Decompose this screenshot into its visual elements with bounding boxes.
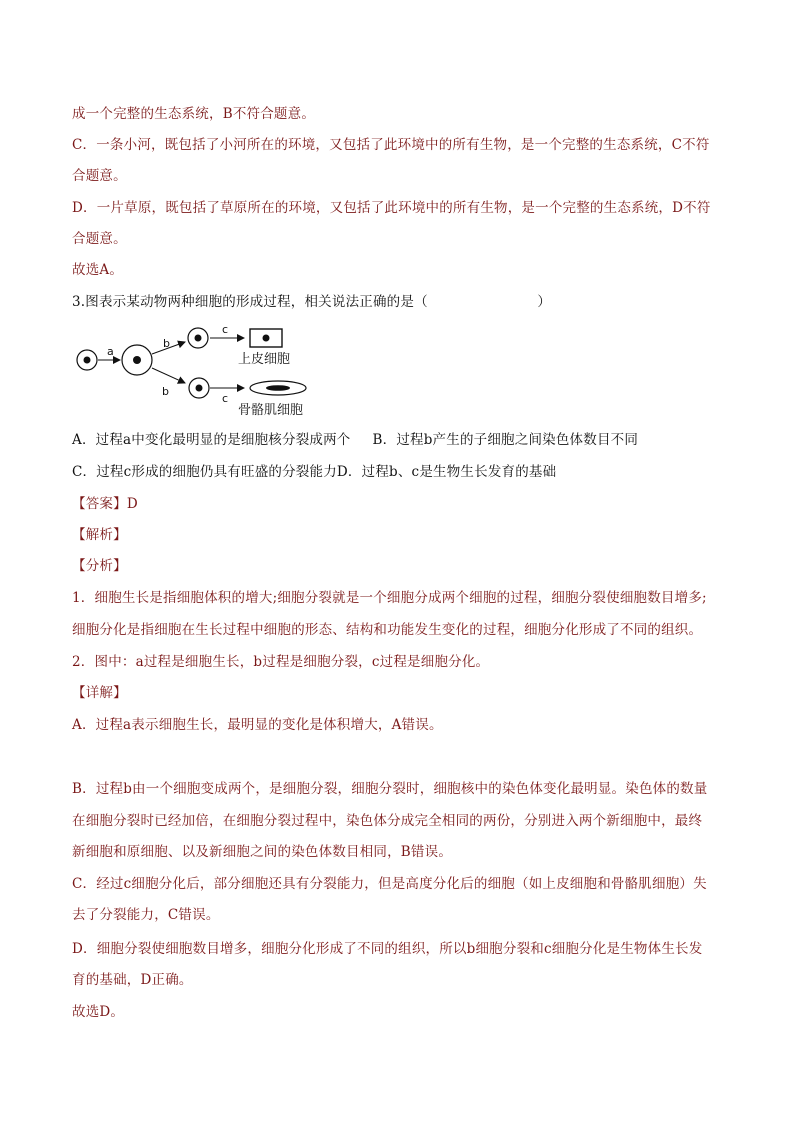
- daughter-cell-bottom: [189, 378, 209, 398]
- text-line: 成一个完整的生态系统，B不符合题意。: [72, 106, 316, 122]
- answer-value: D: [126, 496, 138, 512]
- question-stem: 3.图表示某动物两种细胞的形成过程，相关说法正确的是（ ）: [72, 294, 552, 310]
- detail-label: 【详解】: [72, 685, 127, 701]
- fenxi-paragraph-2: 2．图中：a过程是细胞生长，b过程是细胞分裂，c过程是细胞分化。: [72, 654, 490, 670]
- skeletal-muscle-cell-label: 骨骼肌细胞: [238, 403, 304, 418]
- grown-cell: [122, 345, 152, 375]
- label-b-bottom: b: [162, 385, 169, 398]
- fenxi-label: 【分析】: [72, 558, 127, 574]
- options-row-1: [72, 430, 638, 450]
- options-row-2: [72, 462, 556, 482]
- text-line: C．一条小河，既包括了小河所在的环境，又包括了此环境中的所有生物，是一个完整的生态系统，C不符: [72, 137, 710, 153]
- detail-d-1: D．细胞分裂使细胞数目增多，细胞分化形成了不同的组织，所以b细胞分裂和c细胞分化是生物体生长发: [72, 941, 703, 957]
- answer-line: [72, 494, 138, 514]
- option-c: C．过程c形成的细胞仍具有旺盛的分裂能力: [72, 464, 337, 480]
- option-a: A．过程a中变化最明显的是细胞核分裂成两个: [72, 432, 351, 448]
- label-b-top: b: [163, 337, 170, 350]
- arrow-b-bottom: [152, 368, 185, 383]
- label-a: a: [107, 345, 114, 358]
- detail-b-1: B．过程b由一个细胞变成两个，是细胞分裂，细胞分裂时，细胞核中的染色体变化最明显。染色体的数量: [72, 781, 708, 797]
- label-c-top: c: [222, 323, 229, 336]
- final-choice: 故选D。: [72, 1004, 125, 1020]
- answer-label: 【答案】: [72, 496, 127, 512]
- daughter-cell-top: [188, 328, 208, 348]
- fenxi-paragraph-1a: 1．细胞生长是指细胞体积的增大;细胞分裂就是一个细胞分成两个细胞的过程，细胞分裂使细胞数目增多;: [72, 590, 707, 606]
- label-c-bottom: c: [222, 392, 229, 405]
- skeletal-muscle-cell: [250, 381, 306, 395]
- detail-c-1: C．经过c细胞分化后，部分细胞还具有分裂能力，但是高度分化后的细胞（如上皮细胞和骨骼肌细胞）失: [72, 876, 707, 892]
- analysis-label: 【解析】: [72, 527, 127, 543]
- option-b: B．过程b产生的子细胞之间染色体数目不同: [372, 432, 639, 448]
- text-line: 故选A。: [72, 262, 124, 278]
- epithelial-cell: [250, 329, 282, 347]
- text-line: 合题意。: [72, 168, 127, 184]
- detail-b-2: 在细胞分裂时已经加倍，在细胞分裂过程中，染色体分成完全相同的两份，分别进入两个新细胞中，最终: [72, 813, 703, 829]
- text-line: 合题意。: [72, 231, 127, 247]
- cell-formation-diagram: [72, 318, 322, 418]
- fenxi-paragraph-1b: 细胞分化是指细胞在生长过程中细胞的形态、结构和功能发生变化的过程，细胞分化形成了不同的组织。: [72, 622, 703, 638]
- epithelial-cell-label: 上皮细胞: [238, 352, 291, 367]
- detail-b-3: 新细胞和原细胞、以及新细胞之间的染色体数目相同，B错误。: [72, 844, 453, 860]
- text-line: D．一片草原，既包括了草原所在的环境，又包括了此环境中的所有生物，是一个完整的生态系统，D不符: [72, 200, 711, 216]
- option-d: D．过程b、c是生物生长发育的基础: [336, 464, 557, 480]
- detail-a: A．过程a表示细胞生长，最明显的变化是体积增大，A错误。: [72, 717, 443, 733]
- detail-d-2: 育的基础，D正确。: [72, 972, 193, 988]
- initial-cell: [77, 350, 97, 370]
- detail-c-2: 去了分裂能力，C错误。: [72, 907, 220, 923]
